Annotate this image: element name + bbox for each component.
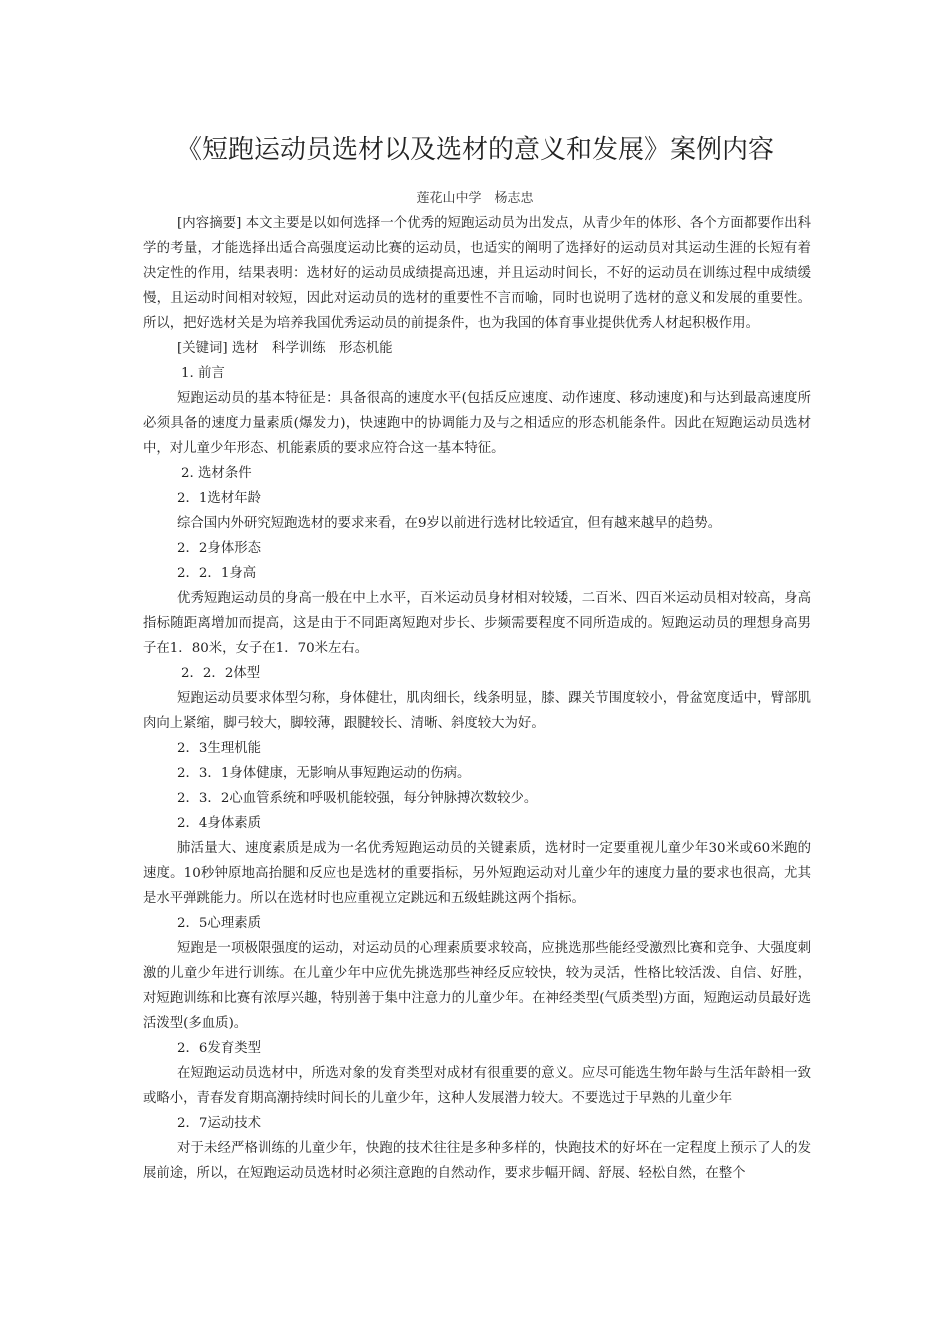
paragraph-2-6: 在短跑运动员选材中，所选对象的发育类型对成材有很重要的意义。应尽可能选生物年龄与生活年龄相一致或略小，青春发育期高潮持续时间长的儿童少年，这种人发展潜力较大。不要选过于早熟的儿童少年 bbox=[143, 1066, 811, 1106]
document-title: 《短跑运动员选材以及选材的意义和发展》案例内容 bbox=[175, 135, 774, 165]
paragraph-2-7: 对于未经严格训练的儿童少年，快跑的技术往往是多种多样的，快跑技术的好坏在一定程度上预示了人的发展前途，所以，在短跑运动员选材时必须注意跑的自然动作，要求步幅开阔、舒展、轻松自然，在整个 bbox=[143, 1141, 811, 1181]
subsection-heading-2-7: 2．7运动技术 bbox=[177, 1116, 261, 1131]
abstract-paragraph: [内容摘要] 本文主要是以如何选择一个优秀的短跑运动员为出发点，从青少年的体形、各个方面都要作出科学的考量，才能选择出适合高强度运动比赛的运动员，也适实的阐明了选择好的运动员对其运动生涯的长短有着决定性的作用，结果表明：选材好的运动员成绩提高迅速，并且运动时间长，不好的运动员在训练过程中成绩缓慢，且运动时间相对较短，因此对运动员的选材的重要性不言而喻，同时也说明了选材的意义和发展的重要性。所以，把好选材关是为培养我国优秀运动员的前提条件，也为我国的体育事业提供优秀人材起积极作用。 bbox=[143, 216, 811, 331]
subsection-heading-2-6: 2．6发育类型 bbox=[177, 1041, 261, 1056]
subsection-heading-2-2-1: 2．2．1身高 bbox=[177, 566, 257, 581]
subsection-heading-2-3-1: 2．3．1身体健康，无影响从事短跑运动的伤病。 bbox=[177, 766, 471, 781]
subsection-heading-2-2: 2．2身体形态 bbox=[177, 541, 261, 556]
author-line: 莲花山中学 杨志忠 bbox=[416, 191, 534, 206]
paragraph-2-4: 肺活量大、速度素质是成为一名优秀短跑运动员的关键素质，选材时一定要重视儿童少年30米或60米跑的速度。10秒钟原地高抬腿和反应也是选材的重要指标，另外短跑运动对儿童少年的速度力量的要求也很高，尤其是水平弹跳能力。所以在选材时也应重视立定跳远和五级蛙跳这两个指标。 bbox=[143, 841, 811, 906]
paragraph-2-1: 综合国内外研究短跑选材的要求来看，在9岁以前进行选材比较适宜，但有越来越早的趋势。 bbox=[177, 516, 722, 531]
paragraph-2-2-2: 短跑运动员要求体型匀称，身体健壮，肌肉细长，线条明显，膝、踝关节围度较小，骨盆宽度适中，臂部肌肉向上紧缩，脚弓较大，脚较薄，跟腱较长、清晰、斜度较大为好。 bbox=[143, 691, 811, 731]
section-heading-2: 2. 选材条件 bbox=[181, 466, 252, 481]
subsection-heading-2-4: 2．4身体素质 bbox=[177, 816, 261, 831]
paragraph-intro: 短跑运动员的基本特征是：具备很高的速度水平(包括反应速度、动作速度、移动速度)和与达到最高速度所必须具备的速度力量素质(爆发力)，快速跑中的协调能力及与之相适应的形态机能条件。因此在短跑运动员选材中，对儿童少年形态、机能素质的要求应符合这一基本特征。 bbox=[143, 391, 811, 456]
subsection-heading-2-1: 2．1选材年龄 bbox=[177, 491, 261, 506]
subsection-heading-2-5: 2．5心理素质 bbox=[177, 916, 261, 931]
subsection-heading-2-2-2: 2．2．2体型 bbox=[181, 666, 261, 681]
keywords-line: [关键词] 选材 科学训练 形态机能 bbox=[177, 341, 393, 356]
paragraph-2-2-1: 优秀短跑运动员的身高一般在中上水平，百米运动员身材相对较矮，二百米、四百米运动员相对较高，身高指标随距离增加而提高，这是由于不同距离短跑对步长、步频需要程度不同所造成的。短跑运动员的理想身高男子在1．80米，女子在1．70米左右。 bbox=[143, 591, 811, 656]
subsection-heading-2-3-2: 2．3．2心血管系统和呼吸机能较强，每分钟脉搏次数较少。 bbox=[177, 791, 538, 806]
subsection-heading-2-3: 2．3生理机能 bbox=[177, 741, 261, 756]
section-heading-1: 1. 前言 bbox=[181, 366, 225, 381]
paragraph-2-5: 短跑是一项极限强度的运动，对运动员的心理素质要求较高，应挑选那些能经受激烈比赛和竞争、大强度刺激的儿童少年进行训练。在儿童少年中应优先挑选那些神经反应较快，较为灵活，性格比较活泼、自信、好胜，对短跑训练和比赛有浓厚兴趣，特别善于集中注意力的儿童少年。在神经类型(气质类型)方面，短跑运动员最好选活泼型(多血质)。 bbox=[143, 941, 811, 1031]
document-body bbox=[143, 211, 811, 1186]
